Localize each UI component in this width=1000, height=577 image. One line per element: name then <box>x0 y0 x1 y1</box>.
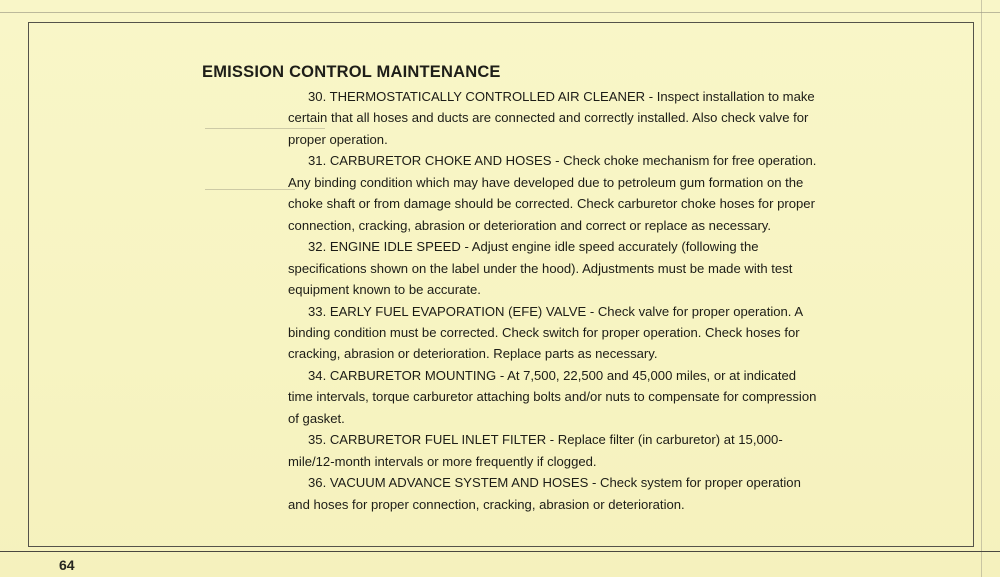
bleed-through-rule <box>205 189 295 190</box>
maintenance-item: 35. CARBURETOR FUEL INLET FILTER - Replace filter (in carburetor) at 15,000-mile/12-month intervals or more frequently if clogged. <box>288 432 783 469</box>
bottom-rule <box>0 551 1000 552</box>
maintenance-item: 32. ENGINE IDLE SPEED - Adjust engine idle speed accurately (following the specifications shown on the label under the hood). Adjustments must be made with test equipment known to be accurate. <box>288 239 793 298</box>
maintenance-item: 30. THERMOSTATICALLY CONTROLLED AIR CLEANER - Inspect installation to make certain that all hoses and ducts are connected and correctly installed. Also check valve for proper operation. <box>288 89 815 147</box>
maintenance-items <box>288 86 818 515</box>
right-border-line <box>981 0 982 577</box>
page-number: 64 <box>59 557 75 573</box>
maintenance-item: 34. CARBURETOR MOUNTING - At 7,500, 22,500 and 45,000 miles, or at indicated time intervals, torque carburetor attaching bolts and/or nuts to compensate for compression of gasket. <box>288 367 817 426</box>
maintenance-item: 31. CARBURETOR CHOKE AND HOSES - Check choke mechanism for free operation. Any binding condition which may have developed due to petroleum gum formation on the choke shaft or from damage should be corrected. Check carburetor choke hoses for proper connection, cracking, abrasion or deterioration and correct or replace as necessary. <box>288 153 817 233</box>
maintenance-item: 36. VACUUM ADVANCE SYSTEM AND HOSES - Check system for proper operation and hoses for proper connection, cracking, abrasion or deterioration. <box>288 475 801 512</box>
top-border-line <box>0 0 1000 13</box>
maintenance-item: 33. EARLY FUEL EVAPORATION (EFE) VALVE - Check valve for proper operation. A binding condition must be corrected. Check switch for proper operation. Check hoses for cracking, abrasion or deterioration. Replace parts as necessary. <box>288 303 803 362</box>
page-heading: EMISSION CONTROL MAINTENANCE <box>202 63 501 81</box>
